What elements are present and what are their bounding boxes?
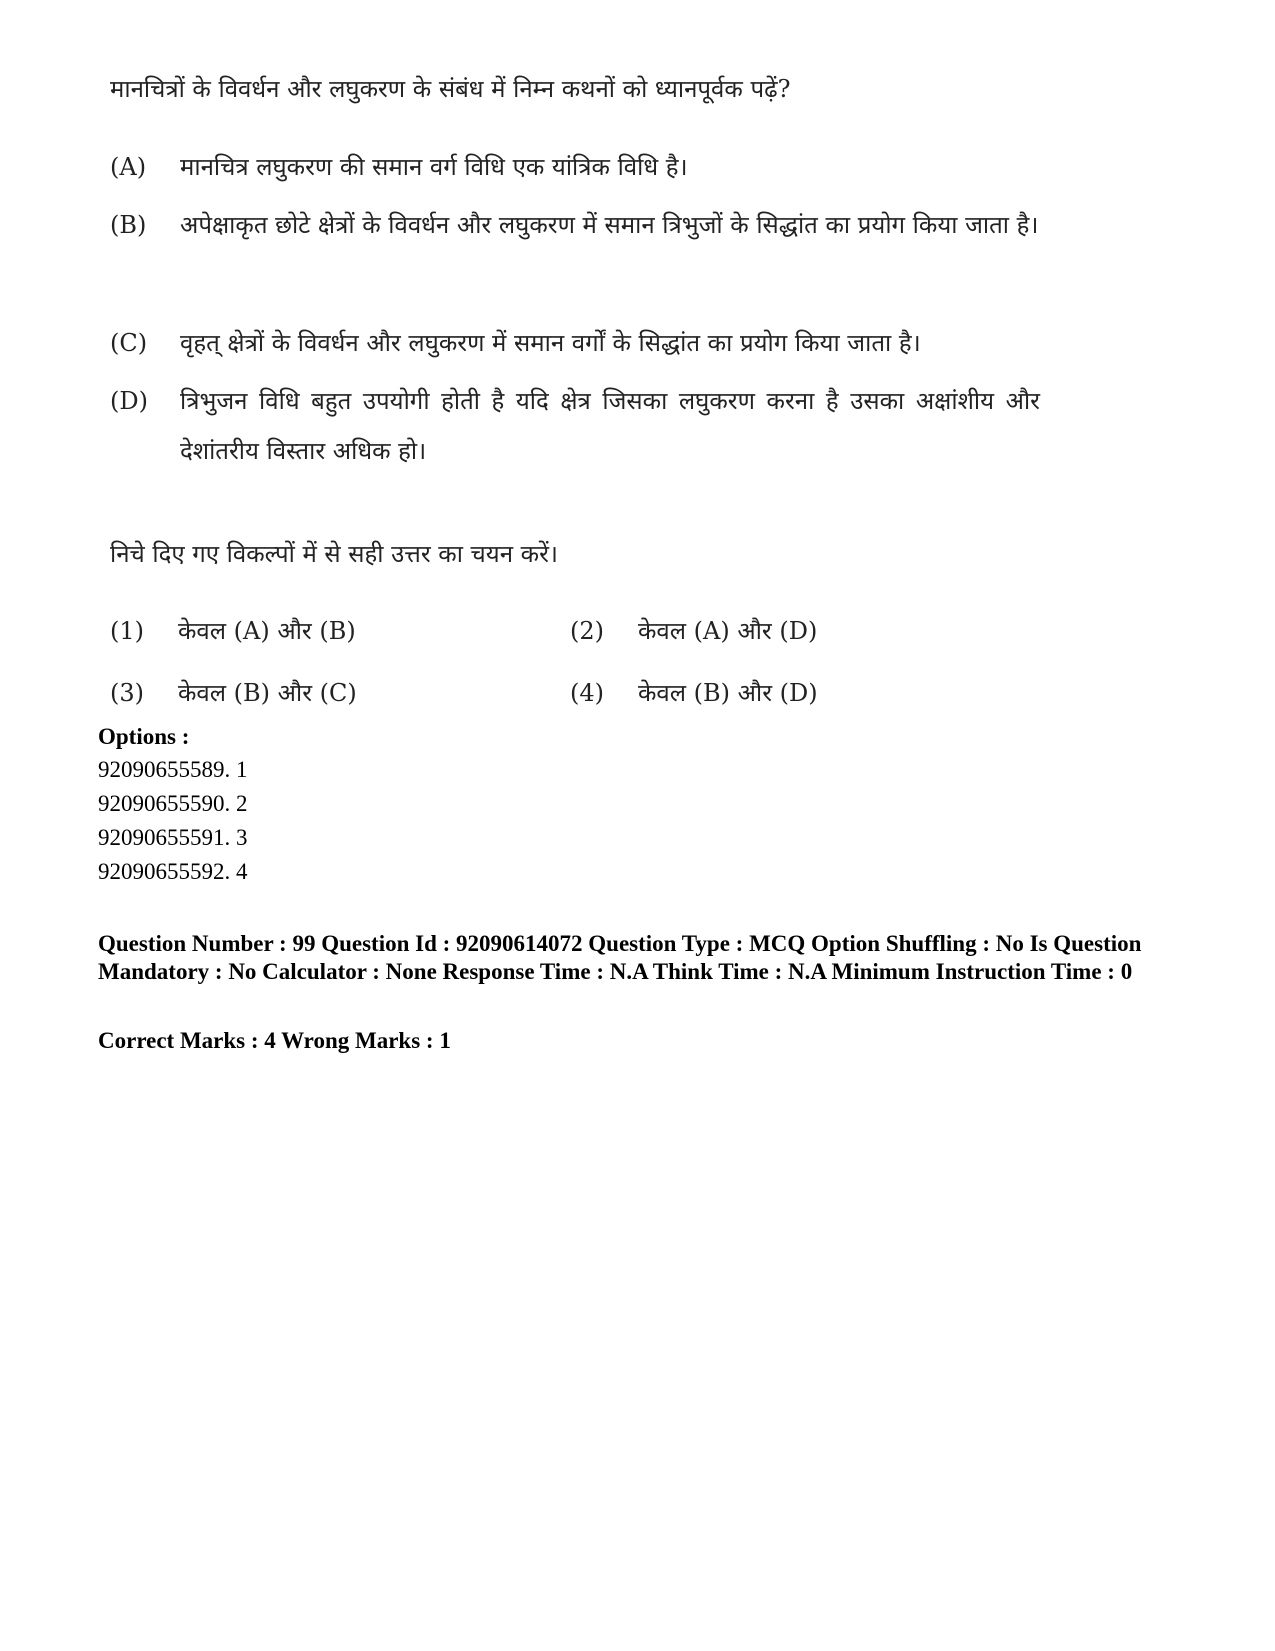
choice-number: (1) — [110, 617, 144, 645]
statement-tag: (B) — [110, 211, 147, 239]
option-item: 92090655590. 2 — [98, 791, 248, 816]
choice-number: (4) — [570, 679, 604, 707]
answer-choice-2 — [570, 614, 817, 648]
statement-tag: (D) — [110, 387, 148, 415]
choice-text: केवल (B) और (C) — [178, 679, 357, 707]
choice-text: केवल (B) और (D) — [638, 679, 818, 707]
choice-text: केवल (A) और (B) — [178, 617, 356, 645]
options-label: Options : — [98, 724, 190, 749]
option-item: 92090655589. 1 — [98, 757, 248, 782]
option-item: 92090655592. 4 — [98, 859, 248, 884]
statement-d — [110, 376, 1040, 476]
statement-text: त्रिभुजन विधि बहुत उपयोगी होती है यदि क्षेत्र जिसका लघुकरण करना है उसका अक्षांशीय और देशांतरीय विस्तार अधिक हो। — [180, 387, 1040, 465]
statement-tag: (A) — [110, 153, 147, 181]
statement-tag: (C) — [110, 329, 148, 357]
answer-choice-4 — [570, 676, 818, 710]
statement-c — [110, 318, 1040, 368]
statement-a — [110, 142, 1040, 192]
statement-text: मानचित्र लघुकरण की समान वर्ग विधि एक यांत्रिक विधि है। — [180, 153, 688, 181]
option-item: 92090655591. 3 — [98, 825, 248, 850]
choice-text: केवल (A) और (D) — [638, 617, 818, 645]
answer-choice-1 — [110, 614, 356, 648]
statement-b — [110, 200, 1040, 250]
choice-number: (2) — [570, 617, 604, 645]
marks-info: Correct Marks : 4 Wrong Marks : 1 — [98, 1028, 451, 1053]
choice-number: (3) — [110, 679, 144, 707]
question-prompt: मानचित्रों के विवर्धन और लघुकरण के संबंध में निम्न कथनों को ध्यानपूर्वक पढ़ें? — [110, 75, 791, 103]
select-answer-prompt: निचे दिए गए विकल्पों में से सही उत्तर का चयन करें। — [110, 540, 558, 568]
statement-text: वृहत् क्षेत्रों के विवर्धन और लघुकरण में समान वर्गों के सिद्धांत का प्रयोग किया जाता है। — [180, 329, 921, 357]
statement-text: अपेक्षाकृत छोटे क्षेत्रों के विवर्धन और लघुकरण में समान त्रिभुजों के सिद्धांत का प्रयोग किया जाता है। — [180, 211, 1039, 239]
answer-choice-3 — [110, 676, 357, 710]
question-details: Question Number : 99 Question Id : 92090614072 Question Type : MCQ Option Shuffling : No Is Question Mandatory : No Calculator : None Response Time : N.A Think Time : N.A Minimum Instruction Time : 0 — [98, 931, 1142, 984]
